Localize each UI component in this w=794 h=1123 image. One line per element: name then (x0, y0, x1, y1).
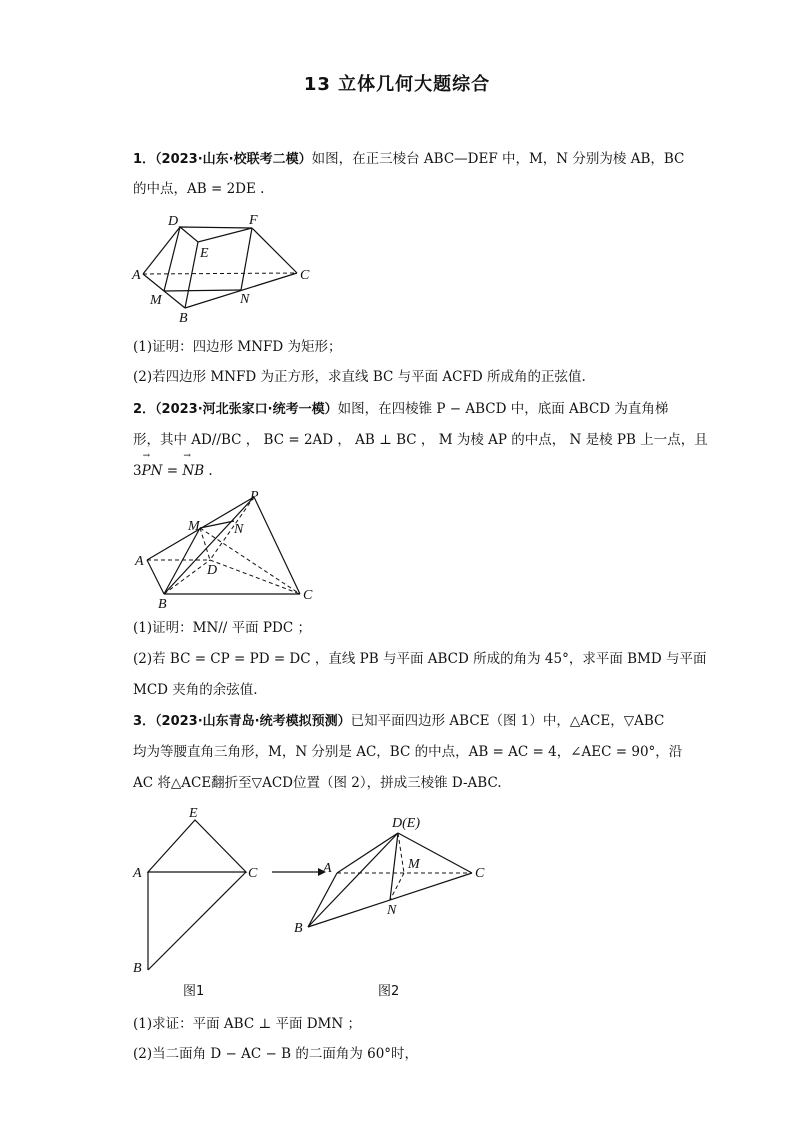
q2-edge-PC (254, 497, 300, 594)
q3-fig2-label-C: C (475, 866, 485, 881)
q2-line2: 形，其中 AD//BC ， BC = 2AD ， AB ⊥ BC ， M 为棱 AP 的中点， N 是棱 PB 上一点，且 (133, 432, 708, 448)
q1-line2: 的中点，AB = 2DE . (133, 181, 265, 197)
q3-fig2-label-DE: D(E) (392, 816, 420, 831)
q2-edge-PB (164, 497, 254, 594)
q2-label-B: B (158, 597, 167, 612)
q3-figure-2 (290, 808, 500, 1003)
q2-label-A: A (135, 554, 144, 569)
q2-label-M: M (188, 519, 200, 534)
q2-period: . (204, 463, 213, 479)
q2-vector-NB: → NB (182, 462, 204, 480)
q3-fig1-label-B: B (133, 961, 142, 976)
q3-line2: 均为等腰直角三角形，M，N 分别是 AC，BC 的中点，AB = AC = 4，∠AEC = 90°，沿 (133, 744, 683, 760)
q3-fig2-label-M: M (408, 857, 420, 872)
q3-part1: (1)求证：平面 ABC ⊥ 平面 DMN ； (133, 1016, 361, 1032)
q1-label-D: D (168, 214, 179, 229)
q3-fig2-caption: 图2 (378, 984, 400, 999)
q2-equals: = (162, 463, 183, 479)
q3-fig2-edge-DA (337, 833, 398, 873)
q1-top-face (180, 227, 252, 242)
q2-hidden-PD (210, 497, 254, 560)
q3-fig1-caption: 图1 (183, 984, 205, 999)
q3-fig1-label-E: E (189, 806, 198, 821)
q1-header: 1．（2023·山东·校联考二模） (133, 152, 312, 167)
q1-label-E: E (200, 246, 209, 261)
q3-fig2-edge-DN (390, 833, 398, 900)
q2-label-D: D (207, 563, 218, 578)
page-title: 13 立体几何大题综合 (303, 74, 491, 95)
q3-text: 已知平面四边形 ABCE（图 1）中，△ACE，▽ABC (350, 713, 665, 729)
q3-figure-1 (130, 800, 280, 1000)
q2-coef: 3 (133, 463, 142, 479)
q1-edge-NF (241, 228, 252, 290)
q2-text: 如图，在四棱锥 P − ABCD 中，底面 ABCD 为直角梯 (337, 401, 669, 417)
q2-hidden-MD (200, 528, 210, 560)
q1-line1 (133, 150, 684, 169)
q1-label-A: A (132, 268, 141, 283)
q1-part2: (2)若四边形 MNFD 为正方形，求直线 BC 与平面 ACFD 所成角的正弦值. (133, 369, 586, 385)
q3-fig2-label-A: A (323, 861, 332, 876)
q1-label-C: C (300, 268, 310, 283)
q3-fig2-label-B: B (294, 921, 303, 936)
q3-fig1-label-C: C (248, 866, 258, 881)
q3-fig1-label-A: A (133, 866, 142, 881)
q3-line1 (133, 712, 664, 731)
q3-header: 3．（2023·山东青岛·统考模拟预测） (133, 714, 351, 729)
q2-vector-PN: → PN (142, 462, 163, 480)
q2-hidden-BD (164, 560, 210, 594)
q1-label-B: B (179, 311, 188, 326)
q3-fig2-edge-DB (308, 833, 398, 927)
q1-label-N: N (240, 292, 250, 307)
q2-label-C: C (303, 588, 313, 603)
q2-label-P: P (250, 489, 259, 504)
q2-header: 2．（2023·河北张家口·统考一模） (133, 402, 338, 417)
q2-part1: (1)证明：MN// 平面 PDC ； (133, 620, 311, 636)
q1-edge-BE (185, 242, 198, 308)
q2-figure-pyramid (130, 488, 330, 613)
q2-part2-line2: MCD 夹角的余弦值. (133, 682, 258, 698)
q3-fig2-hidden-DM (398, 833, 404, 873)
q1-label-F: F (249, 213, 258, 228)
q2-edge-AB (147, 560, 164, 594)
q1-hidden-AC (143, 273, 297, 274)
q2-part2-line1: (2)若 BC = CP = PD = DC ，直线 PB 与平面 ABCD 所成的角为 45°，求平面 BMD 与平面 (133, 651, 707, 667)
q2-line1 (133, 400, 668, 419)
q3-fig1-triangle-ACE (148, 820, 246, 872)
q1-edge-CF (252, 228, 297, 273)
q1-edge-MN (164, 290, 241, 291)
q1-label-M: M (150, 293, 162, 308)
q1-text: 如图，在正三棱台 ABC—DEF 中，M，N 分别为棱 AB，BC (311, 151, 685, 167)
q1-part1: (1)证明：四边形 MNFD 为矩形； (133, 339, 342, 355)
q2-label-N: N (234, 522, 244, 537)
q1-figure-frustum (130, 210, 330, 330)
q2-line3 (133, 462, 213, 480)
q3-fig1-edge-BC (148, 872, 246, 970)
q3-part2: (2)当二面角 D − AC − B 的二面角为 60°时， (133, 1046, 419, 1062)
q3-fig2-label-N: N (387, 903, 397, 918)
q3-line3: AC 将△ACE翻折至▽ACD位置（图 2），拼成三棱锥 D-ABC. (133, 775, 502, 791)
